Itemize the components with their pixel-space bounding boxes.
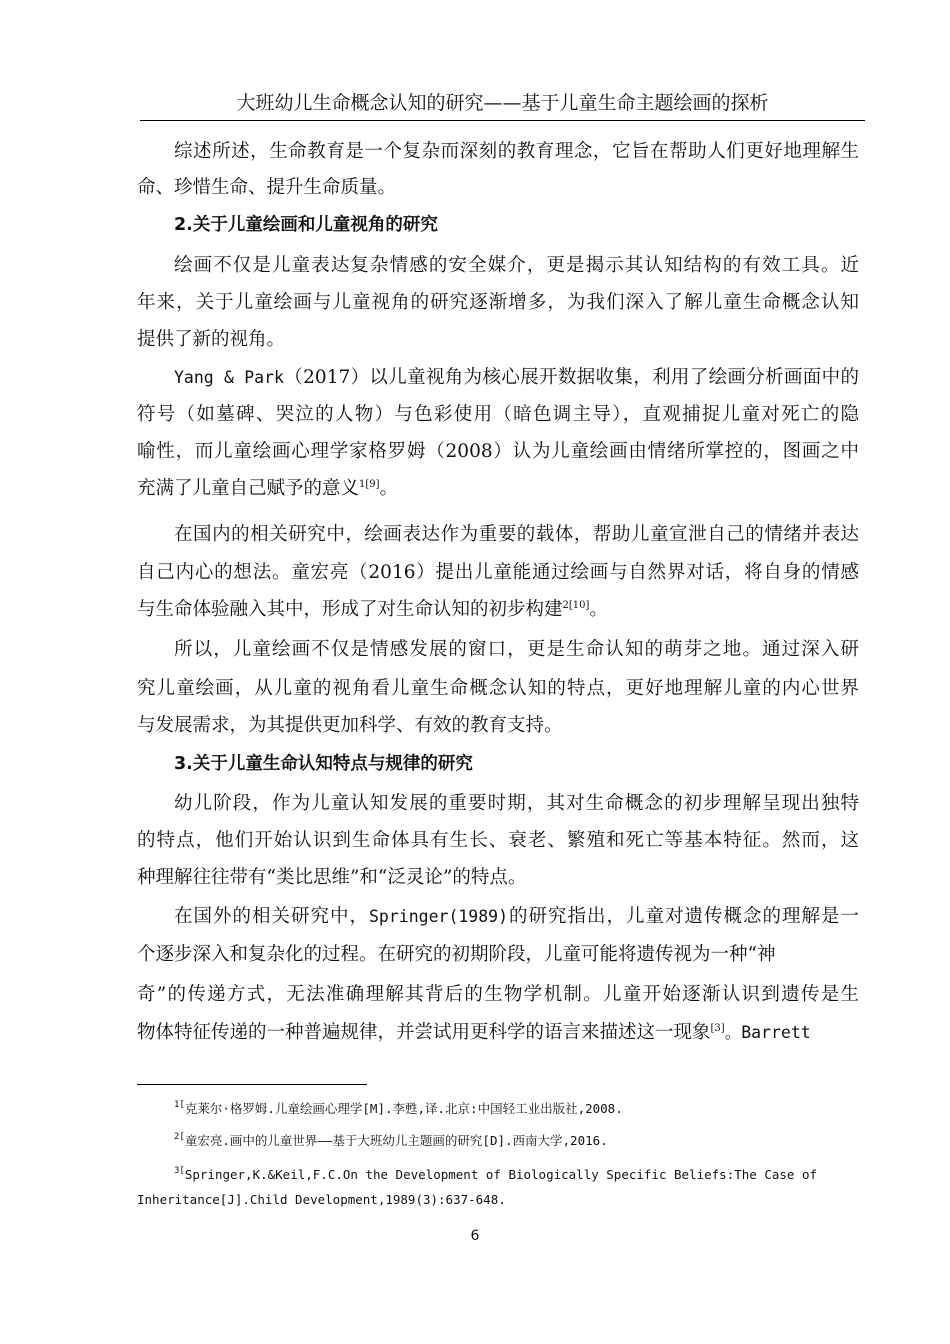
footnote-text: Springer,K.&Keil,F.C.On the Development of Biologically Specific Beliefs:The Case of [184,1167,817,1182]
paragraph-text: 充满了儿童自己赋予的意义 [137,478,360,499]
footnote-text: 克莱尔·格罗姆.儿童绘画心理学[M].李甦,译.北京:中国轻工业出版社,2008. [184,1101,623,1116]
paragraph-line: 自己内心的想法。童宏亮（2016）提出儿童能通过绘画与自然界对话，将自身的情感 [137,562,859,583]
section-heading: 2.关于儿童绘画和儿童视角的研究 [174,215,438,235]
header-rule [140,120,865,121]
section-heading: 3.关于儿童生命认知特点与规律的研究 [174,754,473,774]
paragraph-text: 的研究指出，儿童对遗传概念的理解是一 [508,906,859,927]
paragraph-line [174,902,859,932]
page-number: 6 [470,1228,480,1244]
paragraph-line: 绘画不仅是儿童表达复杂情感的安全媒介，更是揭示其认知结构的有效工具。近 [174,255,859,276]
paragraph-line: 幼儿阶段，作为儿童认知发展的重要时期，其对生命概念的初步理解呈现出独特 [174,793,859,814]
footnote-mark: 3[ [174,1166,185,1176]
paragraph-line: 提供了新的视角。 [137,329,286,350]
paragraph-line: 的特点，他们开始认识到生命体具有生长、衰老、繁殖和死亡等基本特征。然而，这 [137,830,859,851]
paragraph-line: 综述所述，生命教育是一个复杂而深刻的教育理念，它旨在帮助人们更好地理解生 [174,141,859,162]
footnote [174,1098,623,1120]
citation-ref[interactable]: 2[10] [562,600,590,611]
footnote-mark: 1[ [174,1100,185,1110]
paragraph-line: 奇”的传递方式，无法准确理解其背后的生物学机制。儿童开始逐渐认识到遗传是生 [137,984,859,1005]
paragraph-line: 年来，关于儿童绘画与儿童视角的研究逐渐增多，为我们深入了解儿童生命概念认知 [137,292,859,313]
paragraph-line: 符号（如墓碑、哭泣的人物）与色彩使用（暗色调主导），直观捕捉儿童对死亡的隐 [137,404,859,425]
paragraph-line: 种理解往往带有“类比思维”和“泛灵论”的特点。 [137,867,527,888]
paragraph-line: 命、珍惜生命、提升生命质量。 [137,177,397,198]
footnote-rule [137,1084,367,1085]
paragraph-line: 在国内的相关研究中，绘画表达作为重要的载体，帮助儿童宣泄自己的情绪并表达 [174,524,859,545]
paragraph-text: （2017）以儿童视角为核心展开数据收集，利用了绘画分析画面中的 [283,367,859,388]
author-names: Springer(1989) [368,907,509,926]
citation-ref[interactable]: 1[9] [359,479,380,490]
paragraph-line [137,474,859,504]
paragraph-text: 。Barrett [724,1023,811,1042]
paragraph-text: 在国外的相关研究中， [174,906,369,927]
paragraph-text: 物体特征传递的一种普遍规律，并尝试用更科学的语言来描述这一现象 [137,1022,711,1043]
footnote [174,1164,817,1186]
paragraph-text: 。 [379,478,399,499]
paragraph-line [137,1018,859,1048]
footnote-mark: 2[ [174,1132,185,1142]
footnote-continuation: Inheritance[J].Child Development,1989(3):637-648. [137,1192,506,1207]
running-header: 大班幼儿生命概念认知的研究——基于儿童生命主题绘画的探析 [236,92,769,114]
paragraph-line: 喻性，而儿童绘画心理学家格罗姆（2008）认为儿童绘画由情绪所掌控的，图画之中 [137,441,859,462]
footnote [174,1130,608,1152]
author-names: Yang & Park [174,368,284,387]
paragraph-line [137,595,859,625]
paragraph-line: 所以，儿童绘画不仅是情感发展的窗口，更是生命认知的萌芽之地。通过深入研 [174,639,859,660]
paragraph-line [174,363,859,393]
paragraph-line: 究儿童绘画，从儿童的视角看儿童生命概念认知的特点，更好地理解儿童的内心世界 [137,678,859,699]
footnote-text: 童宏亮.画中的儿童世界——基于大班幼儿主题画的研究[D].西南大学,2016. [184,1133,608,1148]
paragraph-text: 。 [589,599,608,620]
citation-ref[interactable]: [3] [710,1023,725,1034]
paragraph-line: 与发展需求，为其提供更加科学、有效的教育支持。 [137,715,563,736]
paragraph-text: 与生命体验融入其中，形成了对生命认知的初步构建 [137,599,563,620]
paragraph-line: 个逐步深入和复杂化的过程。在研究的初期阶段，儿童可能将遗传视为一种“神 [137,944,776,965]
